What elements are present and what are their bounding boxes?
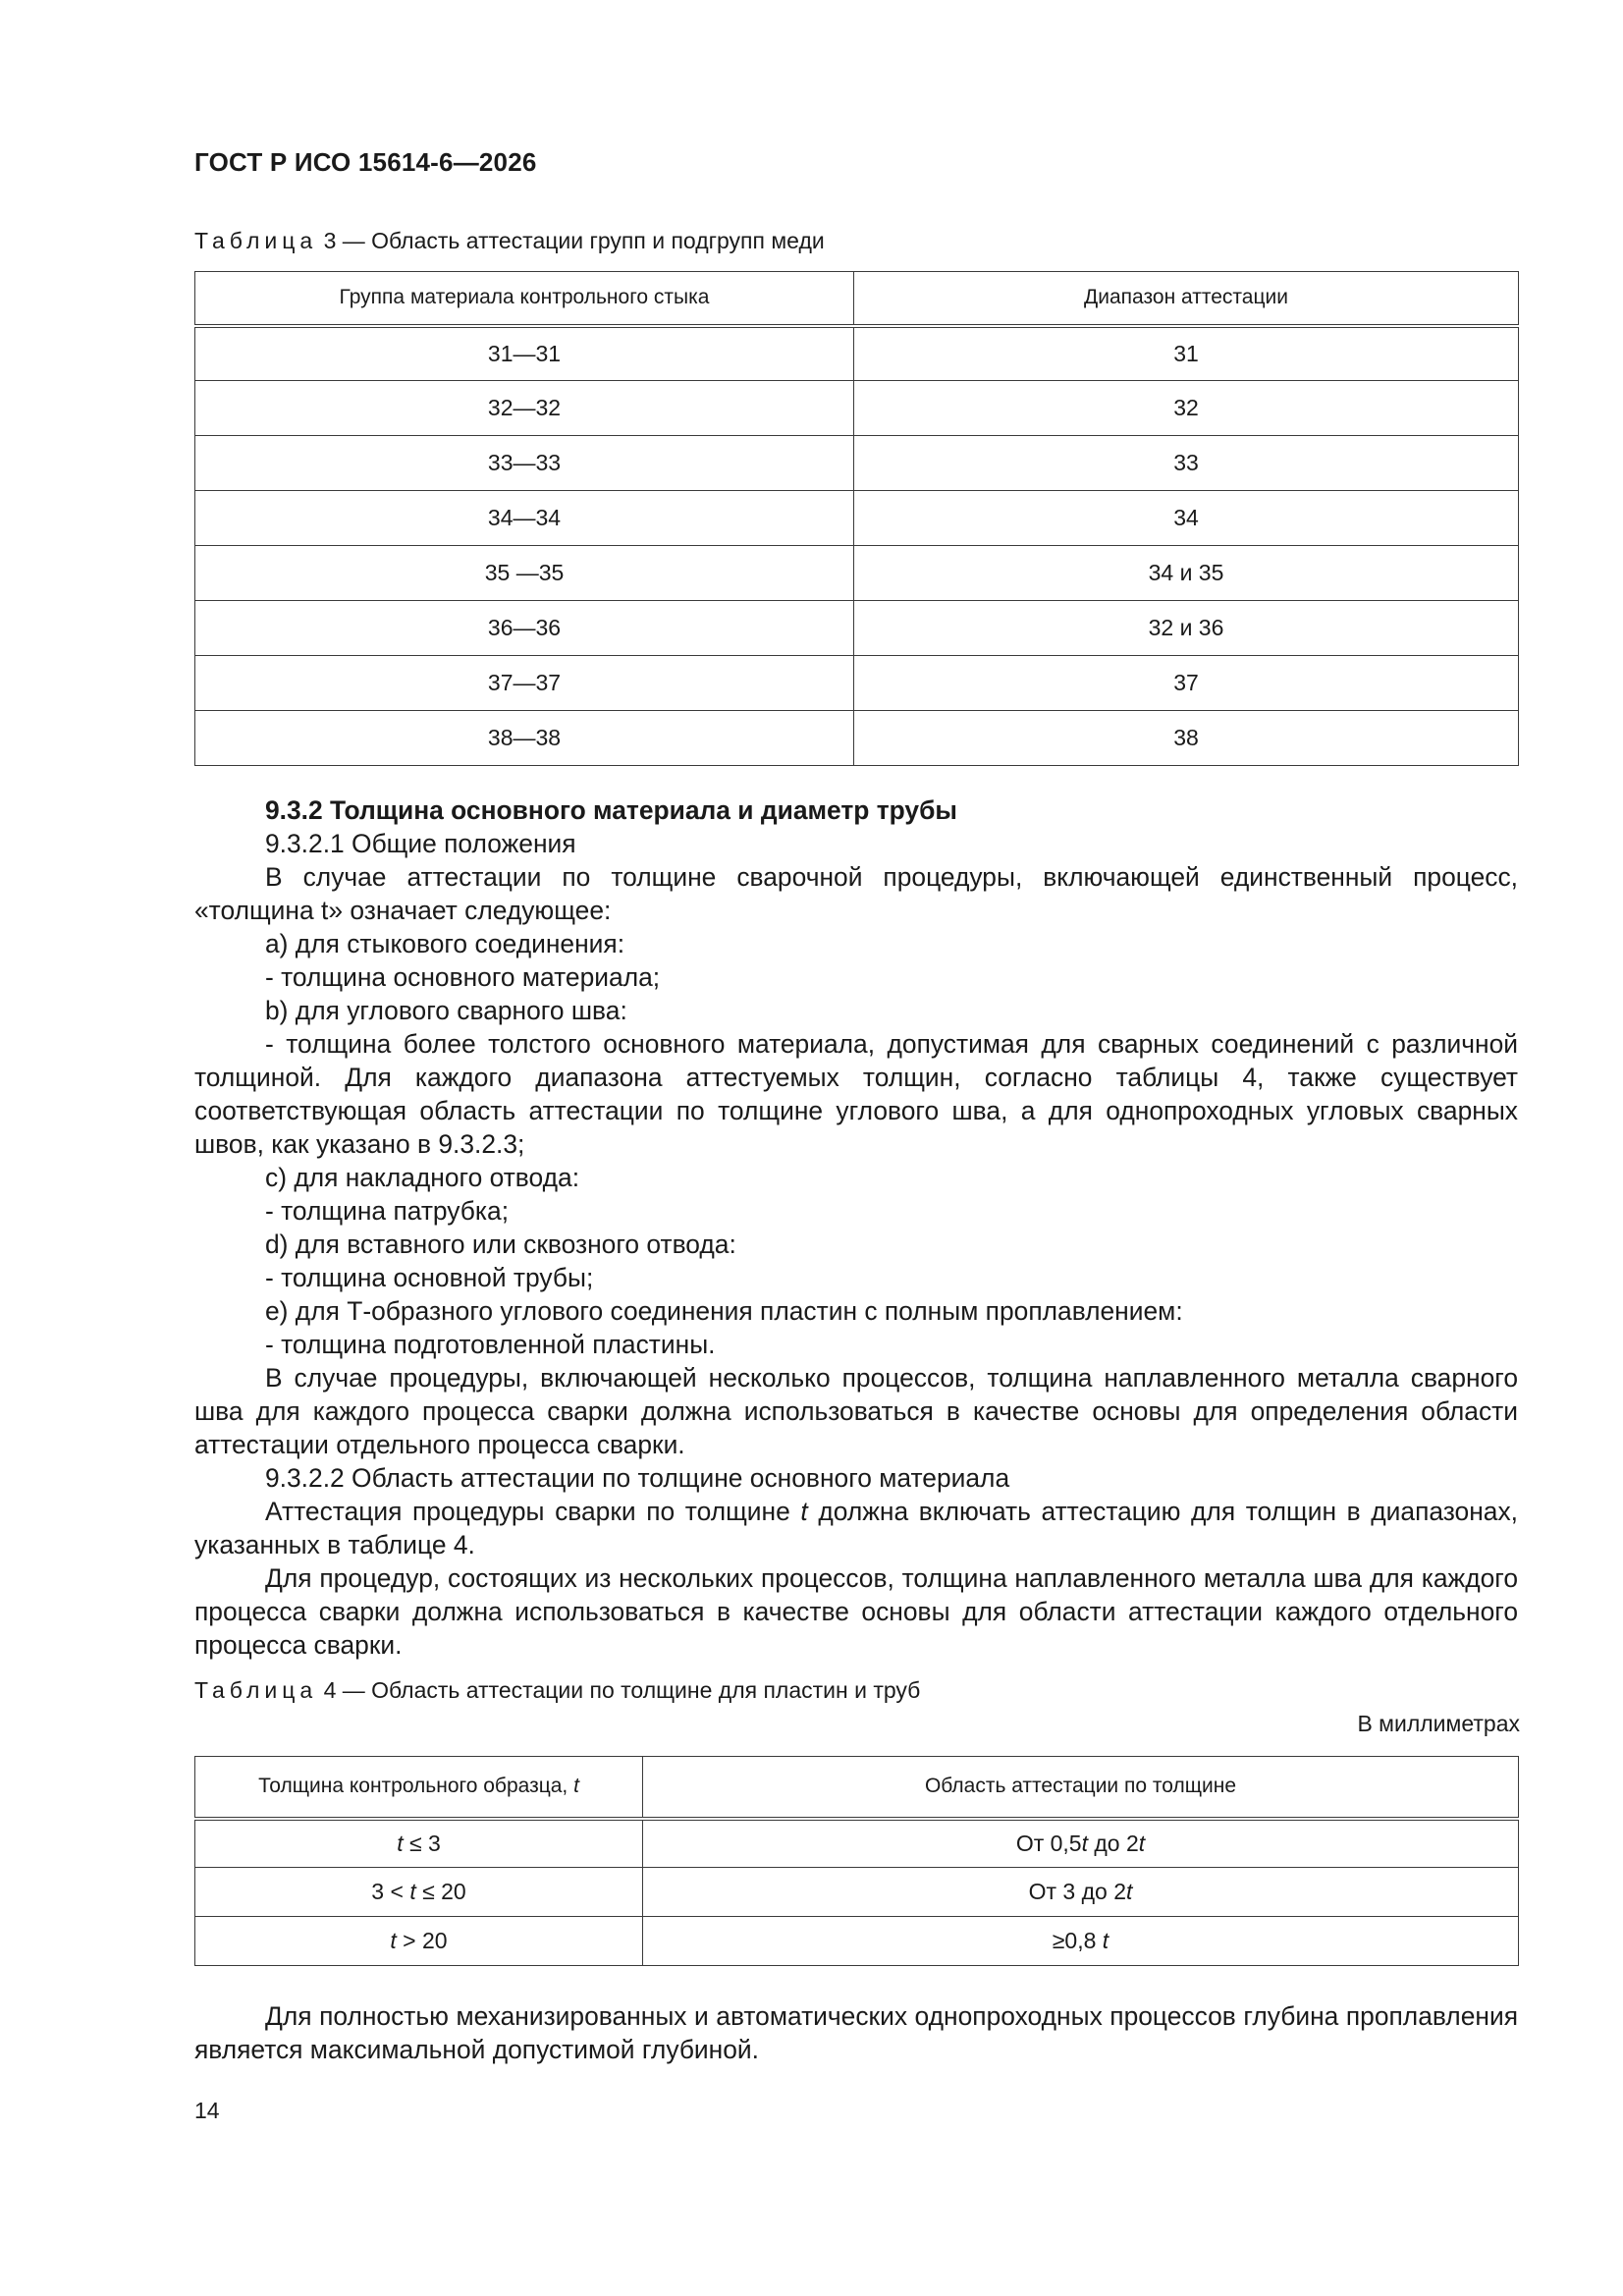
symbol-t: t	[1081, 1830, 1088, 1856]
paragraph: В случае процедуры, включающей несколько процессов, толщина наплавленного металла сварного шва для каждого процесса сварки должна использоваться в качестве основы для определения области аттестации отдельного процесса сварки.	[194, 1363, 1518, 1459]
paragraph-part: Аттестация процедуры сварки по толщине	[265, 1497, 801, 1526]
table3-col-group: Группа материала контрольного стыка	[195, 272, 854, 326]
paragraph	[194, 1495, 1518, 1561]
table4-cell	[195, 1917, 643, 1966]
table-row	[195, 436, 1519, 491]
table3-caption	[194, 228, 825, 254]
table4	[194, 1756, 1519, 1966]
table-row	[195, 381, 1519, 436]
table-row	[195, 601, 1519, 656]
table4-cell	[643, 1819, 1519, 1868]
table3-cell: 37	[854, 656, 1519, 711]
table3-cell: 34 и 35	[854, 546, 1519, 601]
table-row	[195, 1868, 1519, 1917]
page-number: 14	[194, 2098, 220, 2123]
table3-col-range: Диапазон аттестации	[854, 272, 1519, 326]
cell-text: ≤ 3	[403, 1830, 441, 1856]
symbol-t: t	[409, 1879, 416, 1904]
cell-text: ≥0,8	[1052, 1928, 1103, 1953]
table4-col-range: Область аттестации по толщине	[643, 1757, 1519, 1819]
paragraph: В случае аттестации по толщине сварочной процедуры, включающей единственный процесс, «толщина t» означает следующее:	[194, 862, 1518, 925]
cell-text: до 2	[1088, 1830, 1139, 1856]
table4-cell	[643, 1868, 1519, 1917]
list-item: a) для стыкового соединения:	[265, 929, 625, 958]
list-item: - толщина более толстого основного материала, допустимая для сварных соединений с различной толщиной. Для каждого диапазона аттестуемых толщин, согласно таблицы 4, также существует соответствующая область аттестации по толщине углового шва, а для однопроходных угловых сварных швов, как указано в 9.3.2.3;	[194, 1029, 1518, 1159]
table3-cell: 31—31	[195, 326, 854, 381]
table4-cell	[195, 1868, 643, 1917]
table4-cell	[643, 1917, 1519, 1966]
table-row	[195, 326, 1519, 381]
symbol-t: t	[1102, 1928, 1109, 1953]
table3-cell: 35 —35	[195, 546, 854, 601]
table3-cell: 37—37	[195, 656, 854, 711]
table-row	[195, 1917, 1519, 1966]
table3-cell: 33—33	[195, 436, 854, 491]
subsection-heading: 9.3.2.1 Общие положения	[265, 829, 576, 858]
section-heading: 9.3.2 Толщина основного материала и диаметр трубы	[265, 795, 957, 825]
subsection-heading: 9.3.2.2 Область аттестации по толщине основного материала	[265, 1463, 1010, 1493]
cell-text: От 3 до 2	[1028, 1879, 1126, 1904]
list-item: - толщина основного материала;	[265, 962, 661, 992]
table-row	[195, 711, 1519, 766]
list-item: e) для Т-образного углового соединения пластин с полным проплавлением:	[265, 1296, 1183, 1326]
table3-cell: 38—38	[195, 711, 854, 766]
table4-caption-text: 4 — Область аттестации по толщине для пластин и труб	[317, 1677, 921, 1703]
table3-cell: 36—36	[195, 601, 854, 656]
paragraph: Для полностью механизированных и автоматических однопроходных процессов глубина проплавления является максимальной допустимой глубиной.	[194, 2001, 1518, 2064]
table4-cell	[195, 1819, 643, 1868]
table3-cell: 34	[854, 491, 1519, 546]
table-row	[195, 656, 1519, 711]
paragraph-part: должна включать аттестацию для толщин в диапазонах, указанных в таблице 4.	[194, 1497, 1518, 1559]
closing-body	[194, 1999, 1518, 2066]
table3-header-row	[195, 272, 1519, 326]
table4-units: В миллиметрах	[1357, 1711, 1520, 1736]
list-item: - толщина патрубка;	[265, 1196, 510, 1226]
table4-col-thickness	[195, 1757, 643, 1819]
table4-caption-prefix: Таблица	[194, 1677, 318, 1703]
symbol-t: t	[573, 1775, 579, 1798]
table-row	[195, 546, 1519, 601]
table3-cell: 32 и 36	[854, 601, 1519, 656]
table3-cell: 33	[854, 436, 1519, 491]
symbol-t: t	[397, 1830, 404, 1856]
symbol-t: t	[1138, 1830, 1146, 1856]
table4-caption	[194, 1677, 920, 1704]
cell-text: От 0,5	[1015, 1830, 1082, 1856]
table-row	[195, 1819, 1519, 1868]
header-text: Толщина контрольного образца,	[258, 1775, 574, 1798]
table-row	[195, 491, 1519, 546]
list-item: c) для накладного отвода:	[265, 1163, 580, 1192]
table3-cell: 38	[854, 711, 1519, 766]
table3-cell: 31	[854, 326, 1519, 381]
list-item: - толщина основной трубы;	[265, 1263, 594, 1292]
table3-cell: 32	[854, 381, 1519, 436]
table3-caption-prefix: Таблица	[194, 228, 318, 253]
table4-header-row	[195, 1757, 1519, 1819]
list-item: d) для вставного или сквозного отвода:	[265, 1230, 736, 1259]
cell-text: > 20	[396, 1928, 448, 1953]
paragraph: Для процедур, состоящих из нескольких процессов, толщина наплавленного металла шва для каждого процесса сварки должна использоваться в качестве основы для области аттестации каждого отдельного процесса сварки.	[194, 1563, 1518, 1660]
document-header: ГОСТ Р ИСО 15614-6—2026	[194, 147, 537, 177]
cell-text: 3 <	[371, 1879, 410, 1904]
list-item: b) для углового сварного шва:	[265, 996, 627, 1025]
table3-cell: 32—32	[195, 381, 854, 436]
cell-text: ≤ 20	[415, 1879, 466, 1904]
symbol-t: t	[390, 1928, 397, 1953]
list-item: - толщина подготовленной пластины.	[265, 1330, 716, 1359]
table3-caption-text: 3 — Область аттестации групп и подгрупп меди	[317, 228, 825, 253]
symbol-t: t	[1126, 1879, 1133, 1904]
table3	[194, 271, 1519, 766]
symbol-t: t	[800, 1497, 808, 1526]
section-body	[194, 793, 1518, 1662]
table3-cell: 34—34	[195, 491, 854, 546]
